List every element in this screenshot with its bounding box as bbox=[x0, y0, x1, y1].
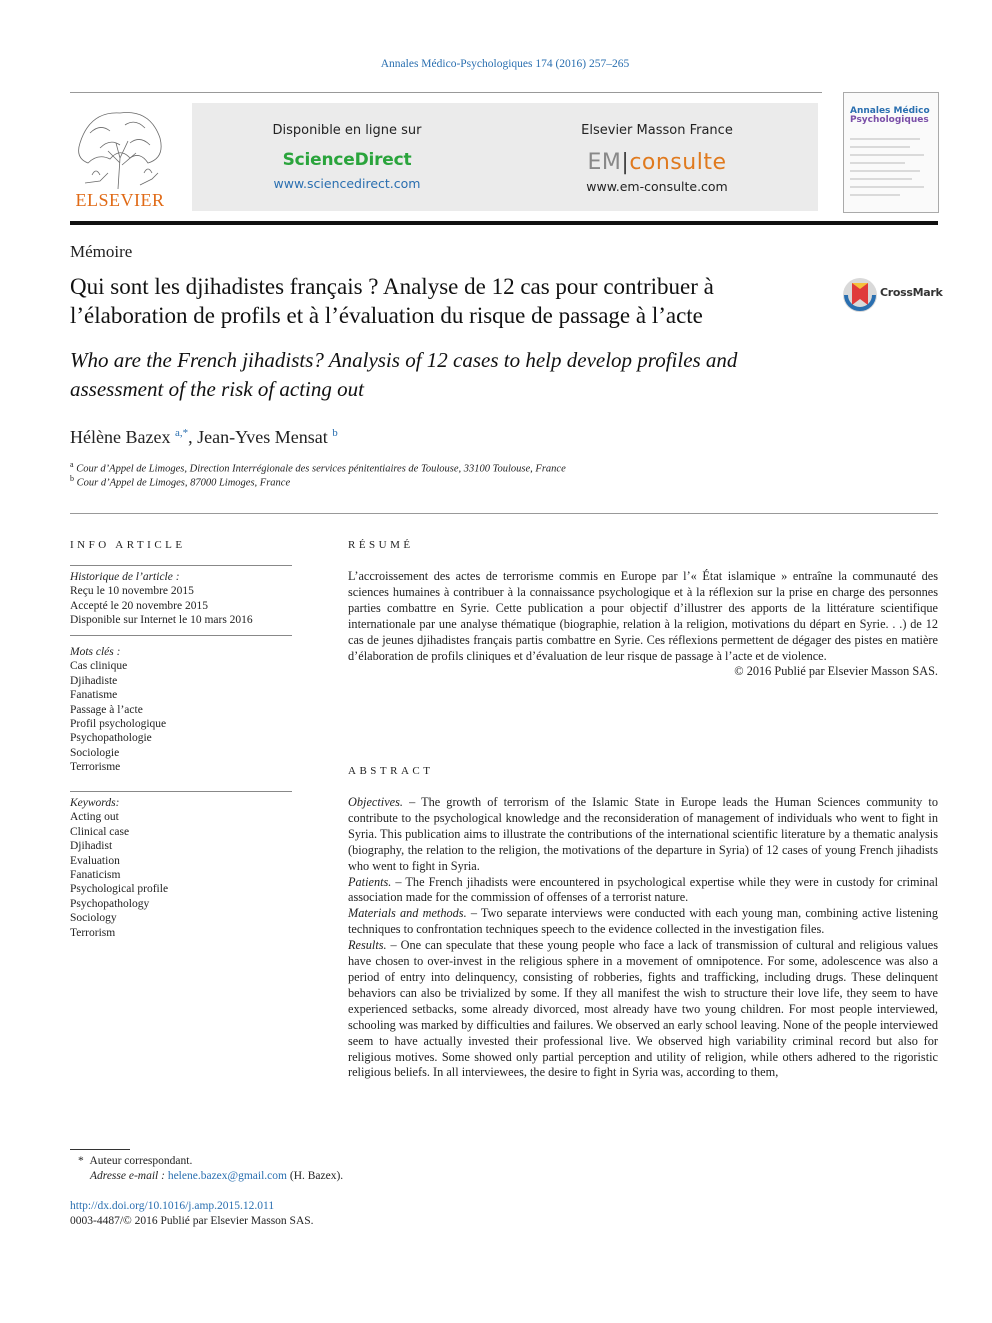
info-rule bbox=[70, 565, 292, 566]
abstract-text bbox=[348, 795, 938, 1081]
keyword: Psychopathology bbox=[70, 897, 150, 910]
keywords-en-label: Keywords: bbox=[70, 797, 120, 809]
article-title-en: Who are the French jihadists? Analysis of 12 cases to help develop profiles and assessment of the risk of acting out bbox=[70, 348, 738, 401]
header-divider bbox=[70, 92, 822, 93]
emconsulte-block bbox=[527, 103, 787, 211]
keyword: Psychopathologie bbox=[70, 732, 152, 745]
abstract-patients: Patients. – The French jihadists were encountered in psychological expertise while they were in custody for criminal association made for the commission of offenses of a terrorist nature. bbox=[348, 874, 938, 905]
keyword: Psychological profile bbox=[70, 883, 169, 896]
resume-text bbox=[348, 569, 938, 680]
info-rule bbox=[70, 635, 292, 636]
info-rule bbox=[70, 791, 292, 792]
history-label: Historique de l’article : bbox=[70, 571, 180, 583]
keywords-fr bbox=[70, 645, 292, 775]
journal-reference[interactable]: Annales Médico-Psychologiques 174 (2016) 257–265 bbox=[380, 58, 630, 70]
keyword: Fanatisme bbox=[70, 689, 118, 702]
keyword: Terrorism bbox=[70, 926, 116, 939]
affiliation: $^a$ Cour d’Appel de Limoges, Direction Interrégionale des services pénitentiaires de Toulouse, 33100 Toulouse, France bbox=[70, 460, 566, 475]
email-note: Adresse e-mail : helene.bazex@gmail.com (H. Bazex). bbox=[90, 1170, 344, 1182]
cover-title: Annales Médico Psychologiques bbox=[850, 106, 930, 125]
sciencedirect-link[interactable]: www.sciencedirect.com bbox=[273, 176, 421, 191]
abstract-heading: ABSTRACT bbox=[348, 765, 434, 777]
keyword: Djihadist bbox=[70, 840, 113, 853]
author-email-link[interactable]: helene.bazex@gmail.com bbox=[167, 1170, 287, 1182]
metadata-divider bbox=[70, 513, 938, 514]
keyword: Acting out bbox=[70, 811, 119, 824]
keyword: Cas clinique bbox=[70, 660, 128, 673]
history-item: Disponible sur Internet le 10 mars 2016 bbox=[70, 614, 253, 627]
article-history bbox=[70, 570, 292, 628]
sciencedirect-block bbox=[222, 103, 472, 211]
consulte-part: consulte bbox=[629, 150, 727, 175]
keyword: Passage à l’acte bbox=[70, 703, 143, 716]
elsevier-masson-label: Elsevier Masson France bbox=[581, 123, 733, 138]
author-name: Jean-Yves Mensat bbox=[197, 427, 328, 447]
publisher-banner bbox=[192, 103, 818, 211]
author-name: Hélène Bazex bbox=[70, 427, 171, 447]
emconsulte-link[interactable]: www.em-consulte.com bbox=[586, 179, 728, 194]
author-affiliation-ref[interactable]: a,* bbox=[174, 427, 189, 439]
crossmark-icon bbox=[842, 275, 878, 315]
abstract-objectives: Objectives. – The growth of terrorism of the Islamic State in Europe leads the Human Sciences community to contribute to the psychological knowledge and the reconsideration of management of individuals who went to fight in Syria. This publication aims to illustrate the contributions of the international scientific literature by a thematic analysis (biography, the relation to the religion, the motivations of the departure in Syria) of 12 cases of young French jihadists who went to fight in Syria. bbox=[348, 795, 938, 873]
journal-cover-thumbnail[interactable] bbox=[843, 92, 939, 213]
header-thick-rule bbox=[70, 221, 938, 225]
keyword: Evaluation bbox=[70, 854, 120, 867]
crossmark-label: CrossMark bbox=[880, 286, 943, 299]
resume-copyright: © 2016 Publié par Elsevier Masson SAS. bbox=[734, 664, 938, 679]
em-part: EM bbox=[587, 150, 622, 175]
sciencedirect-brand[interactable]: ScienceDirect bbox=[282, 150, 412, 170]
keyword: Clinical case bbox=[70, 825, 130, 838]
doi-link[interactable]: http://dx.doi.org/10.1016/j.amp.2015.12.011 bbox=[70, 1200, 275, 1212]
keyword: Profil psychologique bbox=[70, 718, 167, 731]
article-title-fr: Qui sont les djihadistes français ? Analyse de 12 cas pour contribuer à l’élaboration de profils et à l’évaluation du risque de passage à l’acte bbox=[70, 274, 714, 328]
emconsulte-brand[interactable]: EM|consulte bbox=[587, 150, 727, 175]
issn-copyright: 0003-4487/© 2016 Publié par Elsevier Masson SAS. bbox=[70, 1215, 314, 1227]
author-list: Hélène Bazex $^{a,*}$, Jean-Yves Mensat $^b$ bbox=[70, 427, 338, 447]
resume-heading: RÉSUMÉ bbox=[348, 539, 414, 551]
keyword: Sociology bbox=[70, 912, 117, 925]
info-heading: INFO ARTICLE bbox=[70, 539, 186, 551]
crossmark-badge[interactable] bbox=[842, 275, 942, 315]
elsevier-logo bbox=[70, 103, 170, 211]
resume-body: L’accroissement des actes de terrorisme commis en Europe par l’« État islamique » entraîne la communauté des sciences humaines à contribuer à la connaissance psychologique et à la réflexion sur la prise en charge des personnes parties combattre en Syrie. Cette publication a pour objectif d’illustrer des apports de la littérature scientifique internationale par une analyse thématique (biographie, relation à la religion, motivations du départ en Syrie. . .) de 12 cas de jeunes djihadistes français partis combattre en Syrie. Ces réflexions permettent de dégager des pistes en matière d’élaboration de profils cliniques et d’évaluation de leur risque de passage à l’acte et de violence. bbox=[348, 569, 938, 663]
affiliation: $^b$ Cour d’Appel de Limoges, 87000 Limoges, France bbox=[70, 474, 291, 489]
cover-contents-lines bbox=[850, 135, 932, 205]
keywords-fr-label: Mots clés : bbox=[70, 646, 121, 658]
abstract-results: Results. – One can speculate that these young people who face a lack of transmission of cultural and religious values have chosen to over-invest in the religious sphere in a movement of omnipotence. For some, adolescence was also a period of entry into delinquency, consisting of robberies, fights and trafficking, including drugs. These delinquent behaviors can also be trivialized by some. If they all manifest the wish to structure their love life, they seem to have experienced setbacks, some already divorced, most already have two young children. For most people interviewed, schooling was marked by difficulties and failures. We observed an early school leaving. None of the people interviewed seem to have actually invested their professional live. We observed high variability criminal record but also for religious motives. Some showed only partial perception and utility of religion, while others adhered to the rigoristic religious beliefs. In all interviewees, the desire to fight in Syria was, according to them, bbox=[348, 938, 938, 1080]
keyword: Sociologie bbox=[70, 746, 120, 759]
author-affiliation-ref[interactable]: b bbox=[332, 427, 338, 439]
keyword: Fanaticism bbox=[70, 869, 121, 882]
elsevier-tree-icon bbox=[70, 103, 170, 191]
history-item: Accepté le 20 novembre 2015 bbox=[70, 599, 208, 612]
keyword: Djihadiste bbox=[70, 674, 118, 687]
abstract-methods: Materials and methods. – Two separate interviews were conducted with each young man, combining active listening techniques to confrontation techniques speech to the evidence collected in the investigation files. bbox=[348, 906, 938, 937]
corresponding-author-note: * Auteur correspondant. bbox=[78, 1155, 193, 1167]
keywords-en bbox=[70, 796, 292, 940]
article-section: Mémoire bbox=[70, 242, 133, 261]
footnote-rule bbox=[70, 1149, 130, 1150]
elsevier-wordmark: ELSEVIER bbox=[75, 190, 165, 210]
history-item: Reçu le 10 novembre 2015 bbox=[70, 585, 194, 598]
keyword: Terrorisme bbox=[70, 761, 121, 774]
available-online-label: Disponible en ligne sur bbox=[272, 123, 422, 138]
